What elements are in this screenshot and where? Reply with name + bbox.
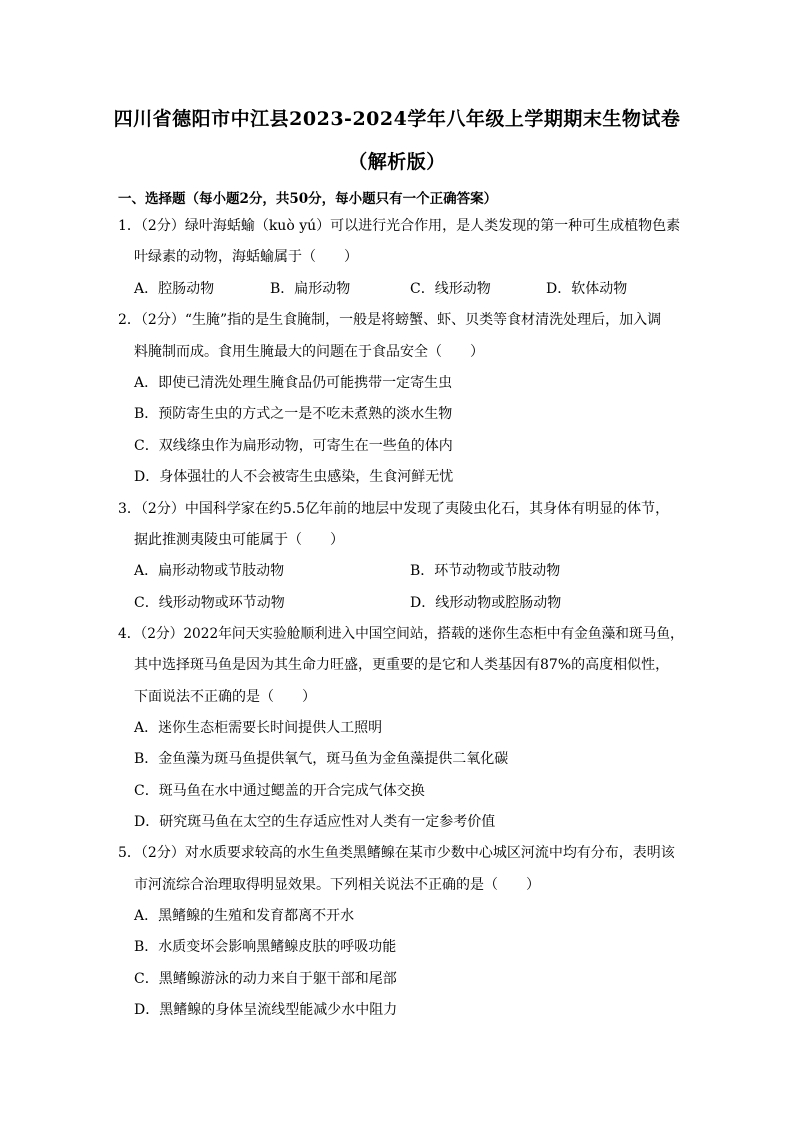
section-heading: 一、选择题（每小题2分，共50分，每小题只有一个正确答案）	[118, 191, 498, 207]
question-4-option-c: C．斑马鱼在水中通过鳃盖的开合完成气体交换	[134, 783, 425, 799]
question-4-option-b: B．金鱼藻为斑马鱼提供氧气，斑马鱼为金鱼藻提供二氧化碳	[134, 751, 509, 767]
question-5-option-a: A．黑鳍鳈的生殖和发育都离不开水	[134, 908, 355, 924]
question-2-option-c: C．双线绦虫作为扁形动物，可寄生在一些鱼的体内	[134, 438, 453, 454]
question-2-option-d: D．身体强壮的人不会被寄生虫感染，生食河鲜无忧	[134, 469, 454, 485]
question-4-stem-line-1: 4．（2分）2022年问天实验舱顺利进入中国空间站，搭载的迷你生态柜中有金鱼藻和斑马鱼，	[118, 626, 684, 642]
question-1-stem-line-1: 1．（2分）绿叶海蛞蝓（kuò yú）可以进行光合作用，是人类发现的第一种可生成植物色素	[118, 218, 681, 234]
question-2-stem-line-1: 2．（2分）“生腌”指的是生食腌制，一般是将螃蟹、虾、贝类等食材清洗处理后，加入调	[118, 312, 662, 328]
question-3-option-a: A．扁形动物或节肢动物	[134, 563, 285, 579]
question-2-stem-line-2: 料腌制而成。食用生腌最大的问题在于食品安全（ ）	[134, 344, 484, 360]
question-3-option-c: C．线形动物或环节动物	[134, 595, 285, 611]
question-4-option-d: D．研究斑马鱼在太空的生存适应性对人类有一定参考价值	[134, 814, 496, 830]
question-2-option-a: A．即使已清洗处理生腌食品仍可能携带一定寄生虫	[134, 375, 453, 391]
question-3-option-b: B．环节动物或节肢动物	[410, 563, 561, 579]
question-5-stem-line-1: 5．（2分）对水质要求较高的水生鱼类黑鳍鳈在某市少数中心城区河流中均有分布，表明该	[118, 845, 675, 861]
question-3-option-d: D．线形动物或腔肠动物	[410, 595, 562, 611]
question-1-option-a: A．腔肠动物	[134, 281, 215, 297]
question-3-stem-line-1: 3．（2分）中国科学家在约5.5亿年前的地层中发现了夷陵虫化石，其身体有明显的体节，	[118, 501, 670, 517]
question-1-option-c: C．线形动物	[410, 281, 491, 297]
question-5-option-d: D．黑鳍鳈的身体呈流线型能减少水中阻力	[134, 1002, 398, 1018]
exam-subtitle: （解析版）	[348, 151, 446, 173]
question-3-stem-line-2: 据此推测夷陵虫可能属于（ ）	[134, 532, 344, 548]
question-1-option-d: D．软体动物	[546, 281, 628, 297]
question-4-option-a: A．迷你生态柜需要长时间提供人工照明	[134, 720, 383, 736]
question-1-option-b: B．扁形动物	[270, 281, 351, 297]
question-4-stem-line-3: 下面说法不正确的是（ ）	[134, 689, 316, 705]
question-1-stem-line-2: 叶绿素的动物，海蛞蝓属于（ ）	[134, 249, 358, 265]
question-5-option-c: C．黑鳍鳈游泳的动力来自于躯干部和尾部	[134, 971, 397, 987]
question-4-stem-line-2: 其中选择斑马鱼是因为其生命力旺盛，更重要的是它和人类基因有87%的高度相似性，	[134, 657, 670, 673]
question-2-option-b: B．预防寄生虫的方式之一是不吃未煮熟的淡水生物	[134, 406, 453, 422]
question-5-stem-line-2: 市河流综合治理取得明显效果。下列相关说法不正确的是（ ）	[134, 877, 540, 893]
exam-title: 四川省德阳市中江县2023-2024学年八年级上学期期末生物试卷	[113, 108, 681, 130]
question-5-option-b: B．水质变坏会影响黑鳍鳈皮肤的呼吸功能	[134, 939, 397, 955]
